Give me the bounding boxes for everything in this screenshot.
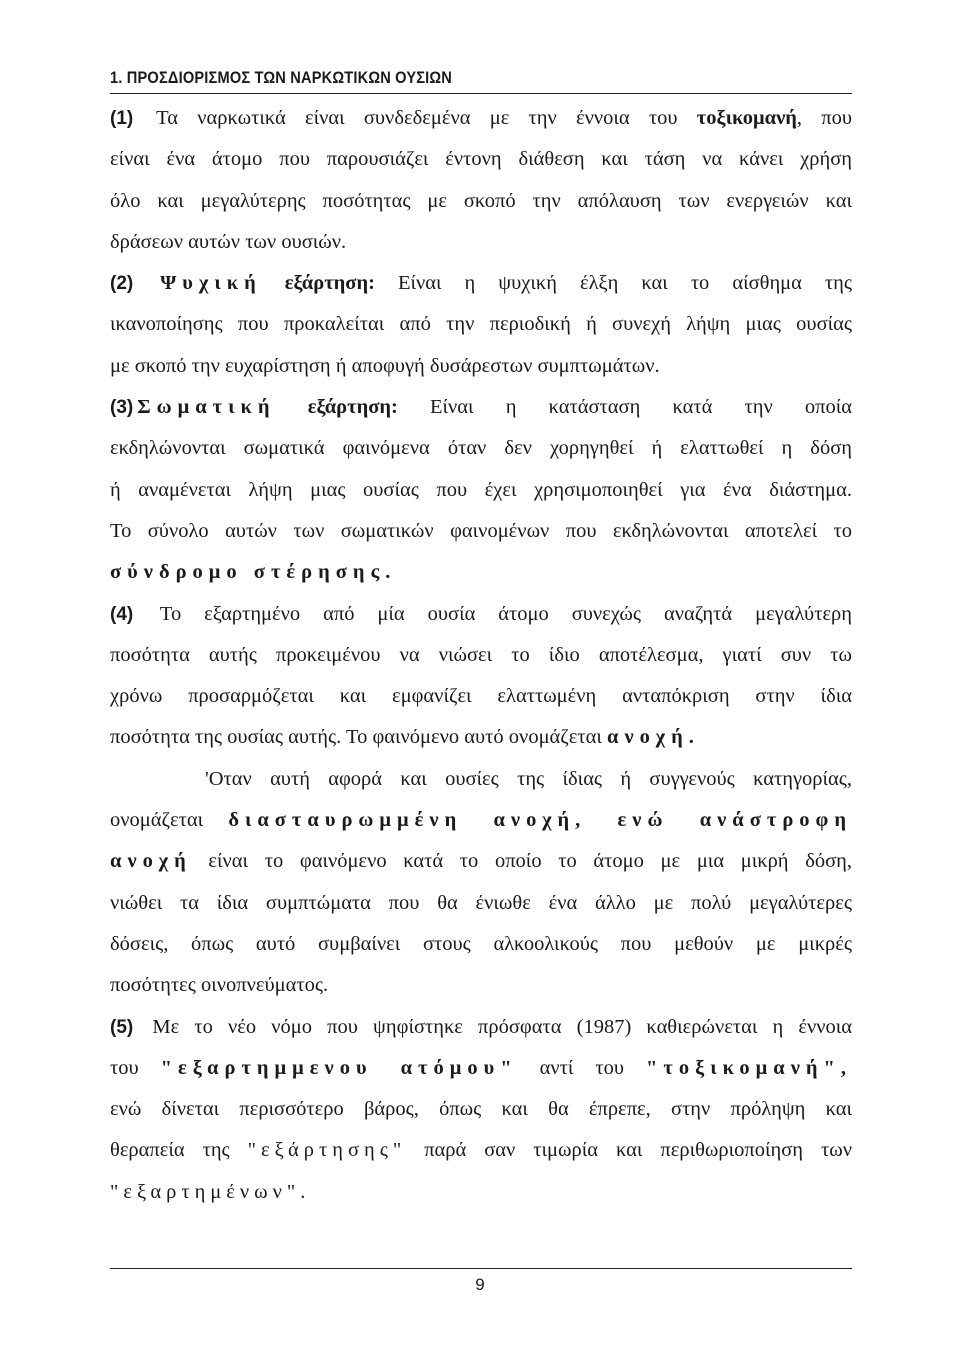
paragraph-1-line xyxy=(110,98,852,139)
paragraph-5-line: δόσεις, όπως αυτό συμβαίνει στους αλκοολικούς που μεθούν με μικρές xyxy=(110,932,852,955)
text-run: , που xyxy=(796,107,853,129)
text-run: ονομάζεται xyxy=(110,809,229,832)
term-dependence-quoted: "εξάρτησης" xyxy=(247,1139,407,1162)
paragraph-6-line: ενώ δίνεται περισσότερο βάρος, όπως και θα έπρεπε, στην πρόληψη και xyxy=(110,1098,852,1121)
text-run: παρά σαν τιμωρία και περιθωριοποίηση των xyxy=(406,1139,852,1162)
paragraph-3-line xyxy=(110,387,852,428)
footer-rule xyxy=(110,1268,852,1269)
paragraph-6-line xyxy=(110,1130,852,1171)
paragraph-6-line xyxy=(110,1007,852,1048)
text-run: Είναι η ψυχική έλξη και το αίσθημα της xyxy=(397,272,853,295)
paragraph-5-line xyxy=(110,800,852,841)
text-run: ποσότητα της ουσίας αυτής. Το φαινόμενο αυτό ονομάζεται xyxy=(110,726,608,749)
text-run: αντί του xyxy=(517,1056,647,1079)
paragraph-4-line xyxy=(110,717,852,758)
paragraph-3-line: ή αναμένεται λήψη μιας ουσίας που έχει χρησιμοποιηθεί για ένα διάστημα. xyxy=(110,478,852,501)
paragraph-1-line: είναι ένα άτομο που παρουσιάζει έντονη διάθεση και τάση να κάνει χρήση xyxy=(110,148,852,171)
term-cross-tolerance: διασταυρωμμένη ανοχή, ενώ ανάστροφη xyxy=(228,809,852,832)
heading-rule xyxy=(110,93,852,94)
paragraph-5-line: 'Οταν αυτή αφορά και ουσίες της ίδιας ή συγγενούς κατηγορίας, xyxy=(205,767,852,790)
paragraph-3-line xyxy=(110,552,852,593)
term-somatic: Σωματική xyxy=(137,396,276,419)
text-run: Τα ναρκωτικά είναι συνδεδεμένα με την έννοια του xyxy=(156,107,697,129)
paragraph-2-line: ικανοποίησης που προκαλείται από την περιοδική ή συνεχή λήψη μιας ουσίας xyxy=(110,313,852,336)
term-dependents-quoted: "εξαρτημένων". xyxy=(110,1180,311,1203)
term-dependence: εξάρτηση: xyxy=(307,396,398,419)
paragraph-1-line: δράσεων αυτών των ουσιών. xyxy=(110,230,347,253)
item-number: (1) xyxy=(110,108,134,129)
paragraph-6-line xyxy=(110,1172,852,1213)
section-heading: 1. ΠΡΟΣΔΙΟΡΙΣΜΟΣ ΤΩΝ ΝΑΡΚΩΤΙΚΩΝ ΟΥΣΙΩΝ xyxy=(110,68,453,87)
paragraph-6-line xyxy=(110,1048,852,1089)
paragraph-2-line xyxy=(110,263,852,304)
item-number: (5) xyxy=(110,1016,134,1038)
term-reverse-tolerance: ανοχή xyxy=(110,850,192,873)
paragraph-4-line: χρόνω προσαρμόζεται και εμφανίζει ελαττωμένη ανταπόκριση στην ίδια xyxy=(110,685,852,708)
item-number: (4) xyxy=(110,603,134,625)
paragraph-1-line: όλο και μεγαλύτερης ποσότητας με σκοπό την απόλαυση των ενεργειών και xyxy=(110,189,852,212)
paragraph-3-line: εκδηλώνονται σωματικά φαινόμενα όταν δεν χορηγηθεί ή ελαττωθεί η δόση xyxy=(110,437,852,460)
item-number: (2) xyxy=(110,273,134,295)
paragraph-5-line: ποσότητες οινοπνεύματος. xyxy=(110,974,329,997)
text-run: του xyxy=(110,1056,161,1079)
paragraph-5-line xyxy=(110,841,852,882)
term-tolerance: ανοχή. xyxy=(607,726,700,749)
paragraph-2-line: με σκοπό την ευχαρίστηση ή αποφυγή δυσάρεστων συμπτωμάτων. xyxy=(110,354,660,377)
term-psychic: Ψυχική xyxy=(160,272,262,295)
term-dependence: εξάρτηση: xyxy=(284,272,375,295)
text-run: Είναι η κατάσταση κατά την οποία xyxy=(430,396,853,419)
body-text xyxy=(110,98,852,1213)
term-withdrawal-syndrome: σύνδρομο στέρησης. xyxy=(110,561,397,584)
term-toxicomaniac: τοξικομανή xyxy=(696,107,797,129)
term-toxicomaniac-quoted: "τοξικομανή", xyxy=(646,1056,853,1079)
term-dependent-person: "εξαρτημμενου ατόμου" xyxy=(160,1056,518,1079)
text-run: είναι το φαινόμενο κατά το οποίο το άτομο με μια μικρή δόση, xyxy=(191,850,852,873)
text-run: Με το νέο νόμο που ψηφίστηκε πρόσφατα (1987) καθιερώνεται η έννοια xyxy=(152,1015,853,1038)
paragraph-5-line: νιώθει τα ίδια συμπτώματα που θα ένιωθε ένα άλλο με πολύ μεγαλύτερες xyxy=(110,891,852,914)
paragraph-3-line: Το σύνολο αυτών των σωματικών φαινομένων που εκδηλώνονται αποτελεί το xyxy=(110,519,852,542)
text-run: Το εξαρτημένο από μία ουσία άτομο συνεχώς αναζητά μεγαλύτερη xyxy=(159,602,852,625)
paragraph-4-line xyxy=(110,594,852,635)
text-run: θεραπεία της xyxy=(110,1139,248,1162)
item-number: (3) xyxy=(110,397,134,419)
page-number: 9 xyxy=(475,1275,485,1294)
paragraph-4-line: ποσότητα αυτής προκειμένου να νιώσει το ίδιο αποτέλεσμα, γιατί συν τω xyxy=(110,643,852,666)
